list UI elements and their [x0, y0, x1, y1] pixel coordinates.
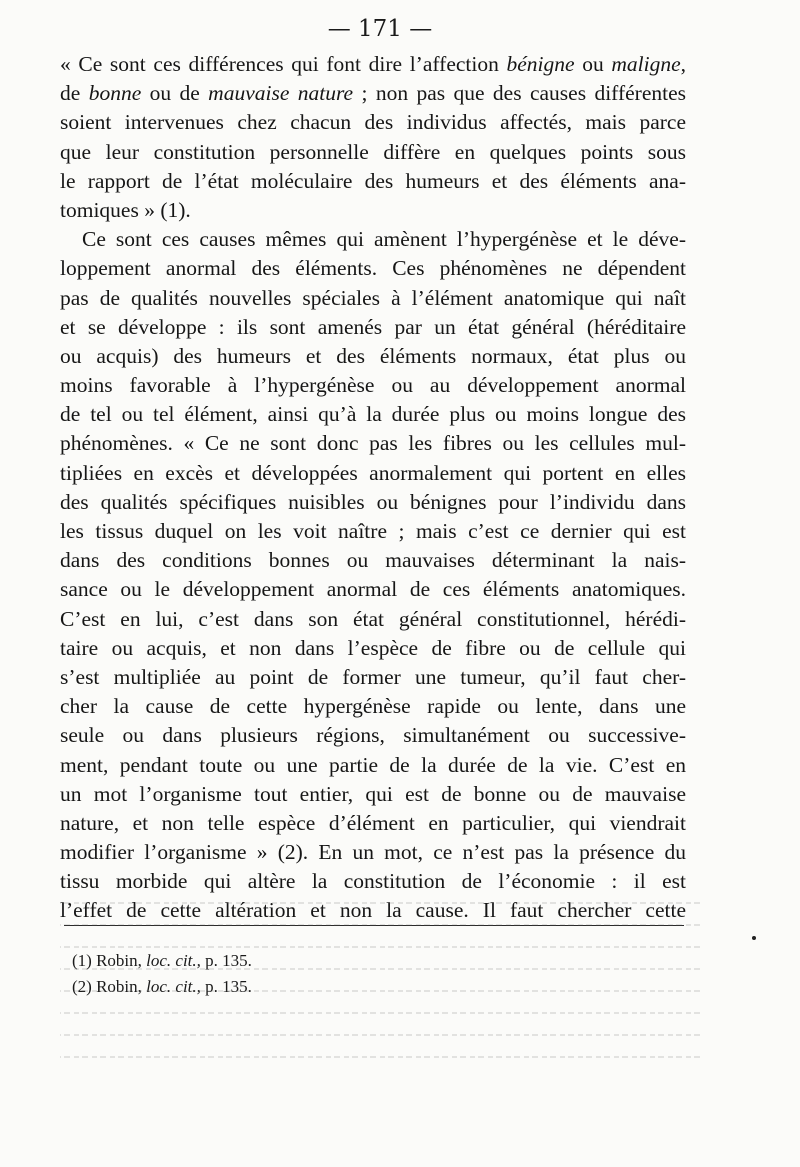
footnote-page: p. 135. [205, 977, 252, 996]
footnote-source: loc. cit., [146, 977, 201, 996]
text-line: soient intervenues chez chacun des individus affectés, mais parce [60, 110, 686, 135]
text-line: modifier l’organisme » (2). En un mot, ce n’est pas la présence du [60, 840, 686, 865]
text-line: tissu morbide qui altère la constitution de l’économie : il est [60, 869, 686, 894]
footnotes [72, 948, 472, 1000]
text-line: ment, pendant toute ou une partie de la durée de la vie. C’est en [60, 752, 686, 777]
text-line: loppement anormal des éléments. Ces phénomènes ne dépendent [60, 256, 686, 281]
text-line: des qualités spécifiques nuisibles ou bénignes pour l’individu dans [60, 489, 686, 514]
text-line: cher la cause de cette hypergénèse rapide ou lente, dans une [60, 694, 686, 719]
footnote-divider [64, 925, 684, 926]
text-line: que leur constitution personnelle diffère en quelques points sous [60, 139, 686, 164]
text-line: l’effet de cette altération et non la cause. Il faut chercher cette [60, 898, 686, 923]
text-line: moins favorable à l’hypergénèse ou au développement anormal [60, 373, 686, 398]
footnote [72, 948, 472, 974]
text-line: de bonne ou de mauvaise nature ; non pas que des causes différentes [60, 81, 686, 106]
text-line: le rapport de l’état moléculaire des humeurs et des éléments ana- [60, 168, 686, 193]
footnote-marker: (2) [72, 977, 92, 996]
page-number: — 171 — [327, 16, 433, 42]
footnote [72, 974, 472, 1000]
footnote-source: loc. cit., [146, 951, 201, 970]
text-line: sance ou le développement anormal de ces éléments anatomiques. [60, 577, 686, 602]
text-line: de tel ou tel élément, ainsi qu’à la durée plus ou moins longue des [60, 402, 686, 427]
footnote-marker: (1) [72, 951, 92, 970]
text-line: C’est en lui, c’est dans son état général constitutionnel, hérédi- [60, 606, 686, 631]
text-line: les tissus duquel on les voit naître ; mais c’est ce dernier qui est [60, 519, 686, 543]
text-line: un mot l’organisme tout entier, qui est de bonne ou de mauvaise [60, 781, 686, 806]
bleed-line [60, 1044, 700, 1066]
text-line: tipliées en excès et développées anormalement qui portent en elles [60, 460, 686, 485]
text-line: ou acquis) des humeurs et des éléments normaux, état plus ou [60, 343, 686, 368]
bleed-line [60, 1000, 700, 1022]
text-line: et se développe : ils sont amenés par un état général (héréditaire [60, 314, 686, 339]
footnote-author: Robin, [96, 951, 142, 970]
bleed-line [60, 1022, 700, 1044]
text-line: s’est multipliée au point de former une tumeur, qu’il faut cher- [60, 664, 686, 689]
text-line: nature, et non telle espèce d’élément en particulier, qui viendrait [60, 810, 686, 835]
text-line: Ce sont ces causes mêmes qui amènent l’hypergénèse et le déve- [82, 227, 686, 252]
text-line: pas de qualités nouvelles spéciales à l’élément anatomique qui naît [60, 285, 686, 310]
ink-speck [752, 936, 756, 940]
text-line: « Ce sont ces différences qui font dire l’affection bénigne ou maligne, [60, 52, 686, 76]
footnote-page: p. 135. [205, 951, 252, 970]
text-line: taire ou acquis, et non dans l’espèce de fibre ou de cellule qui [60, 635, 686, 660]
footnote-author: Robin, [96, 977, 142, 996]
text-line: dans des conditions bonnes ou mauvaises déterminant la nais- [60, 548, 686, 573]
text-line: seule ou dans plusieurs régions, simultanément ou successive- [60, 723, 686, 748]
text-line: phénomènes. « Ce ne sont donc pas les fibres ou les cellules mul- [60, 431, 686, 456]
body-text [60, 50, 686, 926]
text-line: tomiques » (1). [60, 197, 191, 222]
